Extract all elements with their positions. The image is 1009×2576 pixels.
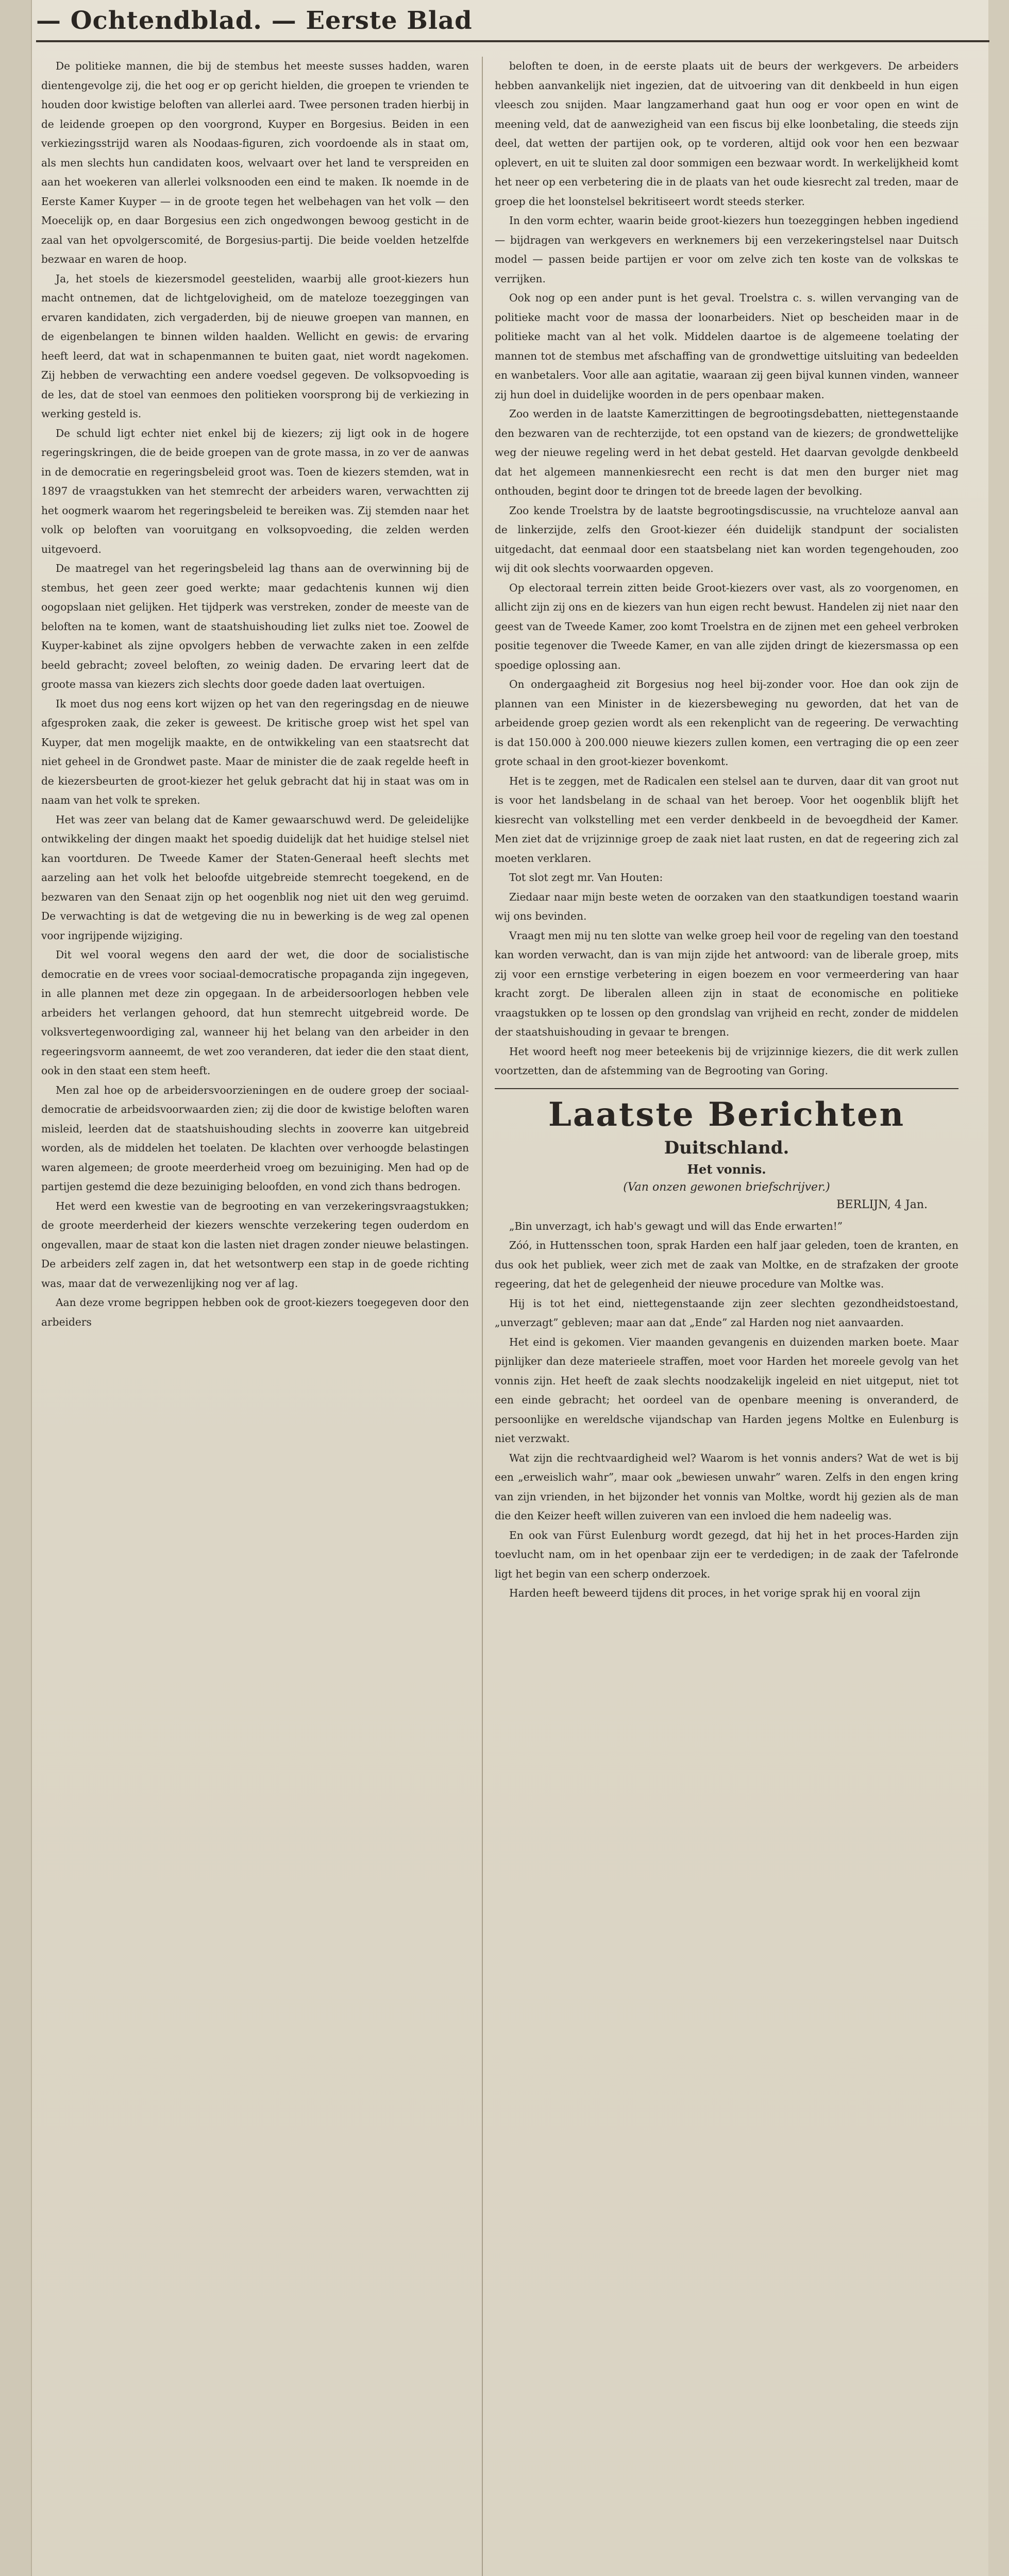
article-paragraph: In den vorm echter, waarin beide groot-kiezers hun toezeggingen hebben ingediend — bijdragen van werkgevers en werknemers bij een verzekeringstelsel naar Duitsch model — passen beide partijen er voor om zelve zich ten koste van de volkskas te verrijken. (495, 214, 958, 285)
page-left-edge (0, 0, 32, 2576)
article-paragraph: Op electoraal terrein zitten beide Groot-kiezers over vast, als zo voorgenomen, en allicht zijn zij ons en de kiezers van hun eigen recht bewust. Handelen zij niet naar den geest van de Tweede Kamer, zoo komt Troelstra en de zijnen met een geheel verbroken positie tegenover die Tweede Kamer, en van alle zijden dringt de kiezersmassa op een spoedige oplossing aan. (495, 581, 958, 671)
left-column (41, 57, 469, 2576)
article-paragraph: Harden heeft beweerd tijdens dit proces, in het vorige sprak hij en vooral zijn (509, 1587, 921, 1599)
laatste-berichten-header (495, 1094, 958, 1214)
article-paragraph: En ook van Fürst Eulenburg wordt gezegd, dat hij het in het proces-Harden zijn toevlucht nam, om in het openbaar zijn eer te verdedigen; in de zaak der Tafelronde ligt het begin van een scherp onderzoek. (495, 1529, 958, 1580)
article-paragraph: „Bin unverzagt, ich hab's gewagt und will das Ende erwarten!” (509, 1219, 843, 1232)
masthead (36, 0, 989, 46)
article-paragraph: Dit wel vooral wegens den aard der wet, die door de socialistische democratie en de vrees voor sociaal-democratische propaganda zijn ingegeven, in alle plannen met deze zin opgegaan. In de arbeidersoorlogen hebben vele arbeiders het verlangen gehoord, dat hun stemrecht uitgebreid worde. De volksvertegenwoordiging zal, wanneer hij het belang van den arbeider in den regeeringsvorm aanneemt, de wet zoo veranderen, dat ieder die den staat dient, ook in den staat een stem heeft. (41, 948, 469, 1077)
article-paragraph: Het woord heeft nog meer beteekenis bij de vrijzinnige kiezers, die dit werk zullen voortzetten, dan de afstemming van de Begrooting van Goring. (495, 1045, 958, 1077)
article-paragraph: On ondergaagheid zit Borgesius nog heel bij-zonder voor. Hoe dan ook zijn de plannen van een Minister in de kiezersbeweging nu geworden, dat het van de arbeidende groep gezien wordt als een rekenplicht van de regeering. De verwachting is dat 150.000 à 200.000 nieuwe kiezers zullen komen, een vertraging die op een zeer grote schaal in den groot-kiezer bovenkomt. (495, 678, 958, 768)
article-paragraph: Het eind is gekomen. Vier maanden gevangenis en duizenden marken boete. Maar pijnlijker dan deze materieele straffen, moet voor Harden het moreele gevolg van het vonnis zijn. Het heeft de zaak slechts noodzakelijk ingeleid en niet uitgeput, niet tot een einde gebracht; het oordeel van de openbare meening is onveranderd, de persoonlijke en wereldsche vijandschap van Harden jegens Moltke en Eulenburg is niet verzwakt. (495, 1335, 958, 1445)
page-right-edge (988, 0, 1009, 2576)
article-paragraph: Wat zijn die rechtvaardigheid wel? Waarom is het vonnis anders? Wat de wet is bij een „erweislich wahr”, maar ook „bewiesen unwahr” waren. Zelfs in den engen kring van zijn vrienden, in het bijzonder het vonnis van Moltke, wordt hij gezien als de man die den Keizer heeft willen zuiveren van een invloed die hem nadeelig was. (495, 1451, 958, 1522)
article-paragraph: Aan deze vrome begrippen hebben ook de groot-kiezers toegegeven door den arbeiders (41, 1296, 469, 1328)
article-paragraph: De maatregel van het regeringsbeleid lag thans aan de overwinning bij de stembus, het geen zeer goed werkte; maar gedachtenis kunnen wij dien oogopslaan niet gelijken. Het tijdperk was verstreken, zonder de meeste van de beloften na te komen, want de staatshuishouding liet zulks niet toe. Zoowel de Kuyper-kabinet als zijne opvolgers hebben de verwachte zaken in een zelfde beeld gebracht; zoveel beloften, zo weinig daden. De ervaring leert dat de groote massa van kiezers zich slechts door goede daden laat overtuigen. (41, 562, 469, 690)
article-paragraph: Ja, het stoels de kiezersmodel geesteliden, waarbij alle groot-kiezers hun macht ontnemen, dat de lichtgelovigheid, om de mateloze toezeggingen van ervaren kandidaten, zich vergaderden, bij de nieuwe groepen van mannen, en de eigenbelangen te binnen wilden haalden. Wellicht en gewis: de ervaring heeft leerd, dat wat in schapenmannen te buiten gaat, niet wordt nagekomen. Zij hebben de verwachting een andere voedsel gegeven. De volksopvoeding is de les, dat de stoel van eenmoes den politieken voorsprong bij de verkiezing in werking gesteld is. (41, 272, 469, 420)
article-subheading: Het vonnis. (687, 1161, 766, 1177)
article-paragraph: Zoo werden in de laatste Kamerzittingen de begrootingsdebatten, niettegenstaande den bezwaren van de rechterzijde, tot een opstand van de kiezers; de grondwettelijke weg der nieuwe regeling werd in het debat gesteld. Het daarvan gevolgde denkbeeld dat het algemeen mannenkiesrecht een recht is dat men den burger niet mag onthouden, begint door te dringen tot de breede lagen der bevolking. (495, 408, 958, 497)
article-paragraph: Men zal hoe op de arbeidersvoorzieningen en de oudere groep der sociaal-democratie de arbeidsvoorwaarden zien; zij die door de kwistige beloften waren misleid, leerden dat de staatshuishouding slechts in zooverre kan uitgebreid worden, als de middelen het toelaten. De klachten over verhoogde belastingen waren algemeen; de groote meerderheid vroeg om bezuiniging. Men had op de partijen gestemd die deze bezuiniging beloofden, en vond zich thans bedrogen. (41, 1083, 469, 1193)
country-heading: Duitschland. (664, 1137, 789, 1158)
article-paragraph: Tot slot zegt mr. Van Houten: (509, 871, 663, 884)
laatste-berichten-title: Laatste Berichten (548, 1095, 905, 1134)
column-divider (482, 57, 483, 2576)
article-paragraph: Ook nog op een ander punt is het geval. Troelstra c. s. willen vervanging van de politieke macht voor de massa der loonarbeiders. Niet op bescheiden maar in de politieke macht van al het volk. Middelen daartoe is de algemeene toelating der mannen tot de stembus met afschaffing van de grondwettige uitsluiting van bedeelden en wanbetalers. Voor alle aan agitatie, waaraan zij geen bijval kunnen vinden, wanneer zij hun doel in duidelijke woorden in de pers openbaar maken. (495, 292, 958, 401)
article-paragraph: Het was zeer van belang dat de Kamer gewaarschuwd werd. De geleidelijke ontwikkeling der dingen maakt het spoedig duidelijk dat het huidige stelsel niet kan voortduren. De Tweede Kamer der Staten-Generaal heeft slechts met aarzeling aan het volk het beloofde uitgebreide stemrecht toegekend, en de bezwaren van den Senaat zijn op het oogenblik nog niet uit den weg geruimd. De verwachting is dat de wetgeving die nu in bewerking is de weg zal openen voor ingrijpende wijziging. (41, 813, 469, 942)
dateline: BERLIJN, 4 Jan. (836, 1198, 928, 1211)
article-paragraph: Zoo kende Troelstra by de laatste begrootingsdiscussie, na vruchteloze aanval aan de linkerzijde, zelfs den Groot-kiezer één duidelijk standpunt der socialisten uitgedacht, dat eenmaal door een staatsbelang niet kan worden tegengehouden, zoo wij dit ook slechts voorwaarden opgeven. (495, 504, 958, 574)
article-paragraph: De politieke mannen, die bij de stembus het meeste susses hadden, waren dientengevolge zij, die het oog er op gericht hielden, die groepen te vrienden te houden door kwistige beloften van allerlei aard. Twee personen traden hierbij in de leidende groepen op den voorgrond, Kuyper en Borgesius. Beiden in een verkiezingsstrijd waren als Noodaas-figuren, zich voordoende als in staat om, als men slechts hun candidaten koos, welvaart over het land te verspreiden en aan het woekeren van allerlei volksnooden een eind te maken. Ik noemde in de Eerste Kamer Kuyper — in de groote tegen het welbehagen van het volk — den Moecelijk op, en daar Borgesius een zich ongedwongen bewoog gesticht in de zaal van het opvolgerscomité, de Borgesius-partij. Die beide voelden hetzelfde bezwaar en waren de hoop. (41, 60, 469, 265)
article-paragraph: Hij is tot het eind, niettegenstaande zijn zeer slechten gezondheidstoestand, „unverzagt” gebleven; maar aan dat „Ende” zal Harden nog niet aanvaarden. (495, 1297, 958, 1329)
correspondent-line: (Van onzen gewonen briefschrijver.) (623, 1180, 830, 1194)
section-rule (495, 1088, 958, 1089)
article-paragraph: Zóó, in Huttensschen toon, sprak Harden een half jaar geleden, toen de kranten, en dus ook het publiek, weer zich met de zaak van Moltke, en de strafzaken der groote regeering, dat het de gelegenheid der nieuwe procedure van Moltke was. (495, 1239, 958, 1290)
masthead-rule (36, 40, 989, 42)
article-paragraph: Het werd een kwestie van de begrooting en van verzekeringsvraagstukken; de groote meerderheid der kiezers wenschte verzekering tegen ouderdom en ongevallen, maar de staat kon die lasten niet dragen zonder nieuwe belastingen. De arbeiders zelf zagen in, dat het wetsontwerp een stap in de goede richting was, maar dat de verwezenlijking nog ver af lag. (41, 1199, 469, 1290)
right-column (495, 57, 958, 2576)
article-paragraph: Vraagt men mij nu ten slotte van welke groep heil voor de regeling van den toestand kan worden verwacht, dan is van mijn zijde het antwoord: van de liberale groep, mits zij voor een ernstige verbetering in eigen boezem en voor vermeerdering van haar kracht zorgt. De liberalen alleen zijn in staat de economische en politieke vraagstukken op te lossen op den grondslag van vrijheid en recht, zonder de middelen der staatshuishouding in gevaar te brengen. (495, 929, 958, 1038)
article-paragraph: Ziedaar naar mijn beste weten de oorzaken van den staatkundigen toestand waarin wij ons bevinden. (495, 890, 958, 922)
article-paragraph: De schuld ligt echter niet enkel bij de kiezers; zij ligt ook in de hogere regeringskringen, die de beide groepen van de grote massa, in zo ver de aanwas in de democratie en regeringsbeleid groot was. Toen de kiezers stemden, wat in 1897 de vraagstukken van het stemrecht der arbeiders waren, verwachtten zij het oogmerk waarom het regeringsbeleid te bereiken was. Zij stemden naar het volk op beloften van vooruitgang en volksopvoeding, die zelden werden uitgevoerd. (41, 427, 469, 555)
article-paragraph: Het is te zeggen, met de Radicalen een stelsel aan te durven, daar dit van groot nut is voor het landsbelang in de schaal van het beroep. Voor het oogenblik blijft het kiesrecht van volkstelling met een verder denkbeeld in de bevoegdheid der Kamer. Men ziet dat de vrijzinnige groep de zaak niet laat rusten, en dat de regeering zich zal moeten verklaren. (495, 774, 958, 865)
masthead-title: — Ochtendblad. — Eerste Blad (36, 6, 473, 35)
article-paragraph: beloften te doen, in de eerste plaats uit de beurs der werkgevers. De arbeiders hebben aanvankelijk niet ingezien, dat de uitvoering van dit denkbeeld in hun eigen vleesch zou snijden. Maar langzamerhand gaat hun oog er voor open en wint de meening veld, dat de aanwezigheid van een fiscus bij elke loonbetaling, die steeds zijn deel, dat wetten der partijen ook, op te vorderen, altijd ook voor hen een bezwaar oplevert, en uit te sluiten zal door sommigen een bezwaar wordt. In werkelijkheid komt het neer op een verbetering die in de plaats van het oude kiesrecht zal treden, maar de groep die het loonstelsel bekritiseert wordt steeds sterker. (495, 60, 958, 208)
article-paragraph: Ik moet dus nog eens kort wijzen op het van den regeringsdag en de nieuwe afgesproken zaak, die zeker is geweest. De kritische groep wist het spel van Kuyper, dat men mogelijk maakte, en de ontwikkeling van een staatsrecht dat niet geheel in de Grondwet paste. Maar de minister die de zaak regelde heeft in de kiezersbeurten de groot-kiezer het geluk gebracht dat hij in staat was om in naam van het volk te spreken. (41, 697, 469, 806)
